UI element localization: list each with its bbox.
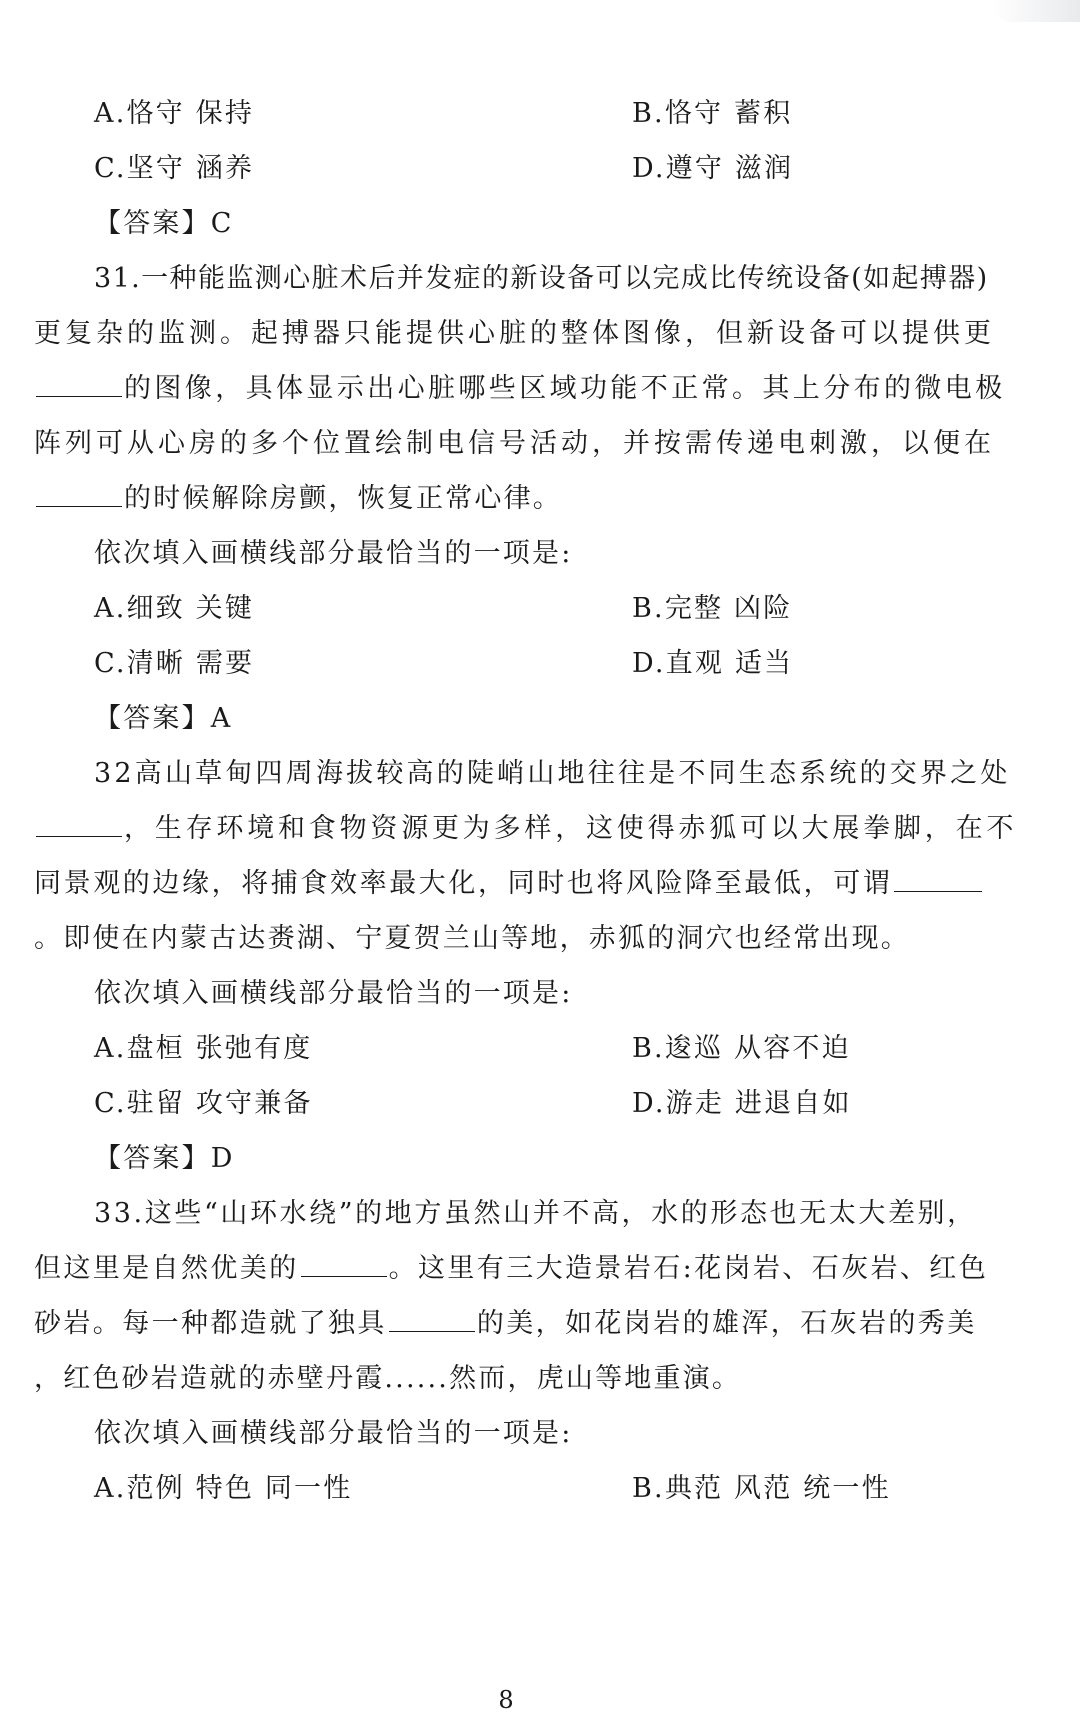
q33-prompt: 依次填入画横线部分最恰当的一项是: bbox=[94, 1418, 573, 1449]
q33-option-b: B.典范 风范 统一性 bbox=[632, 1473, 891, 1504]
q32-option-b: B.逡巡 从容不迫 bbox=[632, 1033, 851, 1064]
q33-line-1: 33.这些“山环水绕”的地方虽然山并不高，水的形态也无太大差别， bbox=[94, 1198, 977, 1229]
q32-line-1: 32高山草甸四周海拔较高的陡峭山地往往是不同生态系统的交界之处 bbox=[94, 758, 1011, 789]
q32-option-d: D.游走 进退自如 bbox=[632, 1088, 852, 1119]
q30-option-b: B.恪守 蓄积 bbox=[632, 98, 793, 129]
q30-option-c: C.坚守 涵养 bbox=[94, 153, 255, 184]
q32-prompt: 依次填入画横线部分最恰当的一项是: bbox=[94, 978, 573, 1009]
blank bbox=[36, 812, 122, 837]
q31-option-b: B.完整 凶险 bbox=[632, 593, 793, 624]
q32-option-c: C.驻留 攻守兼备 bbox=[94, 1088, 313, 1119]
blank bbox=[301, 1252, 387, 1277]
q32-line-2: ，生存环境和食物资源更为多样，这使得赤狐可以大展拳脚，在不 bbox=[34, 809, 1017, 849]
q33-line-3: 砂岩。每一种都造就了独具 的美，如花岗岩的雄浑，石灰岩的秀美 bbox=[34, 1308, 977, 1339]
blank bbox=[36, 372, 122, 397]
q31-prompt: 依次填入画横线部分最恰当的一项是: bbox=[94, 538, 573, 569]
blank bbox=[894, 867, 982, 892]
q30-option-d: D.遵守 滋润 bbox=[632, 153, 794, 184]
q32-option-a: A.盘桓 张弛有度 bbox=[94, 1033, 313, 1064]
q31-line-5: 的时候解除房颤，恢复正常心律。 bbox=[34, 479, 562, 519]
q32-answer: 【答案】D bbox=[94, 1143, 235, 1174]
q31-answer: 【答案】A bbox=[94, 703, 233, 734]
q33-option-a: A.范例 特色 同一性 bbox=[94, 1473, 353, 1504]
q31-line-3: 的图像，具体显示出心脏哪些区域功能不正常。其上分布的微电极 bbox=[34, 369, 1006, 409]
blank bbox=[36, 482, 122, 507]
q33-line-2: 但这里是自然优美的 。这里有三大造景岩石:花岗岩、石灰岩、红色 bbox=[34, 1253, 989, 1284]
q30-answer: 【答案】C bbox=[94, 208, 234, 239]
q31-option-d: D.直观 适当 bbox=[632, 648, 794, 679]
q31-line-2: 更复杂的监测。起搏器只能提供心脏的整体图像，但新设备可以提供更 bbox=[34, 318, 995, 349]
page-number: 8 bbox=[498, 1686, 514, 1714]
q31-line-4: 阵列可从心房的多个位置绘制电信号活动，并按需传递电刺激，以便在 bbox=[34, 428, 995, 459]
q31-option-c: C.清晰 需要 bbox=[94, 648, 255, 679]
q31-line-1: 31.一种能监测心脏术后并发症的新设备可以完成比传统设备(如起搏器) bbox=[94, 263, 989, 294]
q31-option-a: A.细致 关键 bbox=[94, 593, 255, 624]
q30-option-a: A.恪守 保持 bbox=[94, 98, 255, 129]
q32-line-3: 同景观的边缘，将捕食效率最大化，同时也将风险降至最低，可谓 bbox=[34, 864, 984, 904]
q32-line-4: 。即使在内蒙古达赉湖、宁夏贺兰山等地，赤狐的洞穴也经常出现。 bbox=[34, 923, 910, 954]
top-right-shadow bbox=[990, 0, 1080, 22]
q33-line-4: ，红色砂岩造就的赤壁丹霞......然而，虎山等地重演。 bbox=[34, 1363, 742, 1394]
blank bbox=[389, 1307, 475, 1332]
